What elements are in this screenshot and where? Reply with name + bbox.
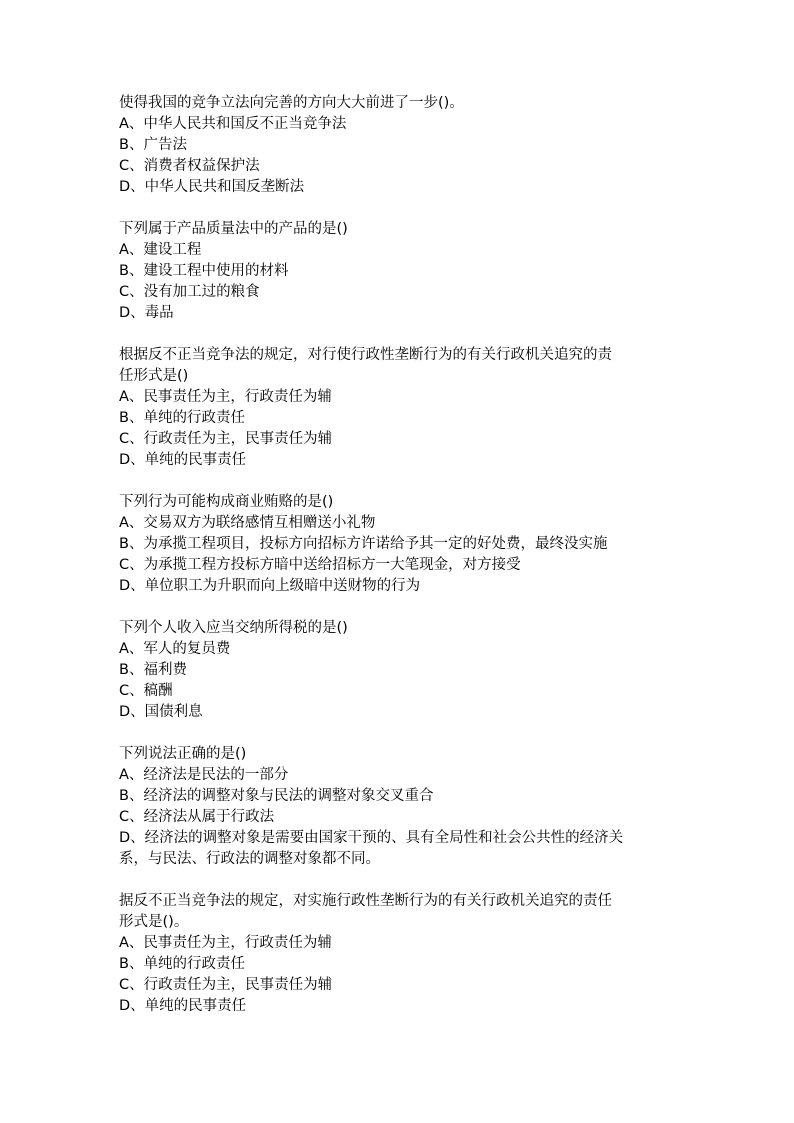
question-stem: 下列说法正确的是()	[119, 746, 247, 762]
option-c: C、经济法从属于行政法	[119, 809, 275, 825]
question-stem: 下列属于产品质量法中的产品的是()	[119, 221, 348, 237]
option-a: A、军人的复员费	[119, 641, 231, 657]
option-a: A、民事责任为主，行政责任为辅	[119, 935, 332, 951]
option-c: C、为承揽工程方投标方暗中送给招标方一大笔现金，对方接受	[119, 557, 521, 573]
option-b: B、建设工程中使用的材料	[119, 263, 289, 279]
option-d: D、单纯的民事责任	[119, 452, 247, 468]
option-c: C、消费者权益保护法	[119, 158, 260, 174]
option-d: D、毒品	[119, 305, 174, 321]
question-stem: 根据反不正当竞争法的规定，对行使行政性垄断行为的有关行政机关追究的责	[119, 347, 612, 363]
option-a: A、交易双方为联络感情互相赠送小礼物	[119, 515, 376, 531]
question-2	[119, 219, 679, 324]
option-b: B、广告法	[119, 137, 187, 153]
option-d: D、中华人民共和国反垄断法	[119, 179, 305, 195]
option-b: B、单纯的行政责任	[119, 410, 245, 426]
option-d: D、单位职工为升职而向上级暗中送财物的行为	[119, 578, 421, 594]
question-5	[119, 618, 679, 723]
option-d-continued: 系，与民法、行政法的调整对象都不同。	[119, 851, 380, 867]
question-6	[119, 744, 679, 870]
option-d: D、单纯的民事责任	[119, 998, 247, 1014]
option-a: A、经济法是民法的一部分	[119, 767, 289, 783]
document-page	[119, 93, 679, 1038]
question-stem-continued: 任形式是()	[119, 368, 189, 384]
option-b: B、经济法的调整对象与民法的调整对象交叉重合	[119, 788, 434, 804]
option-a: A、建设工程	[119, 242, 202, 258]
question-stem: 使得我国的竞争立法向完善的方向大大前进了一步()。	[119, 95, 464, 111]
question-4	[119, 492, 679, 597]
question-1	[119, 93, 679, 198]
option-c: C、行政责任为主，民事责任为辅	[119, 431, 333, 447]
option-a: A、民事责任为主，行政责任为辅	[119, 389, 332, 405]
question-7	[119, 891, 679, 1017]
option-d: D、经济法的调整对象是需要由国家干预的、具有全局性和社会公共性的经济关	[119, 830, 624, 846]
option-a: A、中华人民共和国反不正当竞争法	[119, 116, 347, 132]
question-stem: 下列个人收入应当交纳所得税的是()	[119, 620, 348, 636]
option-b: B、单纯的行政责任	[119, 956, 245, 972]
option-c: C、稿酬	[119, 683, 173, 699]
option-b: B、福利费	[119, 662, 187, 678]
option-b: B、为承揽工程项目，投标方向招标方许诺给予其一定的好处费，最终没实施	[119, 536, 608, 552]
option-c: C、行政责任为主，民事责任为辅	[119, 977, 333, 993]
question-stem: 据反不正当竞争法的规定，对实施行政性垄断行为的有关行政机关追究的责任	[119, 893, 612, 909]
question-3	[119, 345, 679, 471]
question-stem-continued: 形式是()。	[119, 914, 189, 930]
option-d: D、国债利息	[119, 704, 203, 720]
question-stem: 下列行为可能构成商业贿赂的是()	[119, 494, 334, 510]
option-c: C、没有加工过的粮食	[119, 284, 260, 300]
